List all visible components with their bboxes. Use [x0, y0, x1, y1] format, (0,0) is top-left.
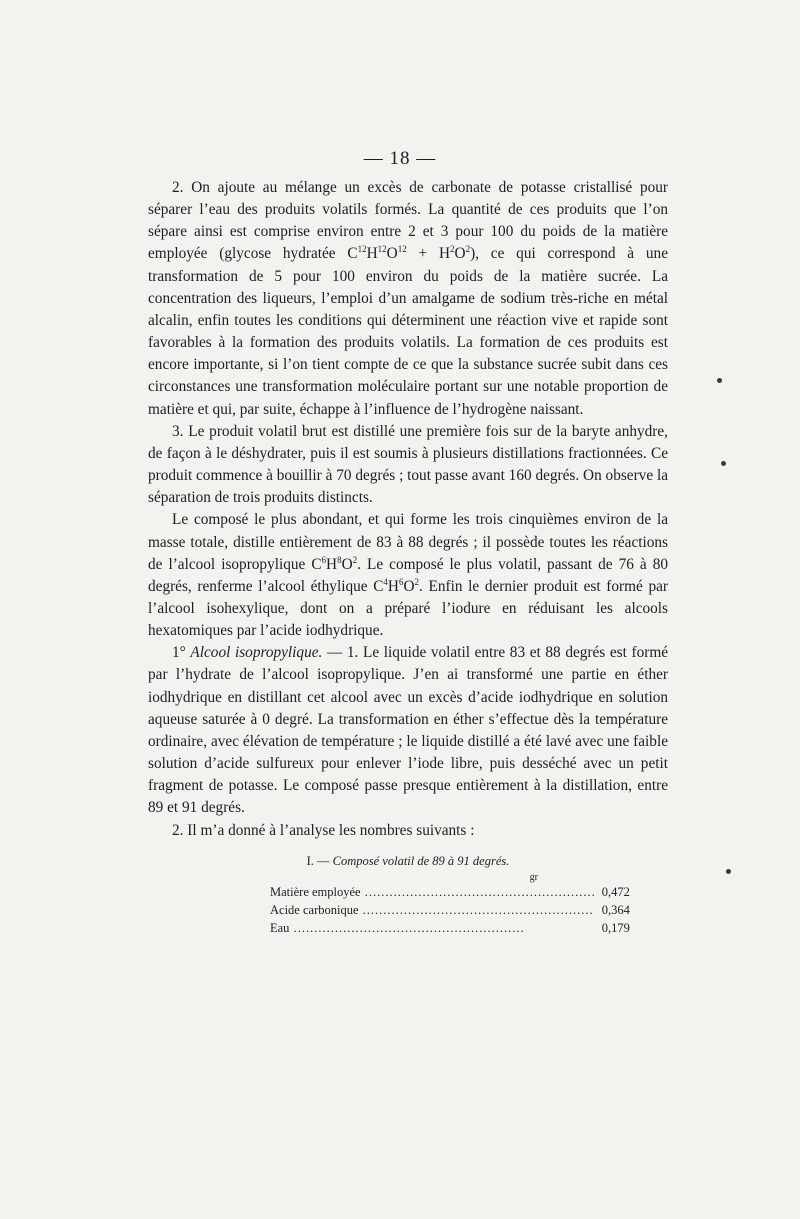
row-value: 0,364 — [601, 902, 630, 917]
table-row — [270, 919, 650, 937]
body-text — [148, 177, 668, 937]
paragraph-3: Le composé le plus abondant, et qui forme les trois cinquièmes environ de la masse totale, distille entièrement de 83 à 88 degrés ; il possède toutes les réactions de l’alcool isopropylique $C^6H^8O^2$. Le composé le plus volatil, passant de 76 à 80 degrés, renferme l’alcool éthylique $C^4H^6O^2$. Enfin le dernier produit est formé par l’alcool isohexylique, dont on a préparé l’iodure en réduisant les alcools hexatomiques par l’acide iodhydrique. — [148, 511, 668, 640]
row-label: Eau ..... — [270, 919, 596, 937]
paragraph-4: 1° Alcool isopropylique. — 1. Le liquide volatil entre 83 et 88 degrés est formé par l’hydrate de l’alcool isopropylique. J’en ai transformé une partie en éther iodhydrique en distillant cet alcool avec un excès d’acide iodhydrique en solution aqueuse saturée à 0 degré. La transformation en éther s’effectue dès la température ordinaire, avec élévation de température ; le liquide distillé a été lavé avec une faible solution d’acide sulfureux pour enlever l’iode libre, puis desséché avec un petit fragment de potasse. Le composé passe presque entièrement à la distillation, entre 89 et 91 degrés. — [148, 644, 669, 817]
table-row — [270, 901, 650, 919]
row-label: Acide carbonique ..... — [270, 901, 596, 919]
paragraph-1: 2. On ajoute au mélange un excès de carbonate de potasse cristallisé pour séparer l’eau des produits volatils formés. La quantité de ces produits que l’on sépare ainsi est comprise environ entre 2 et 3 pour 100 du poids de la matière employée (glycose hydratée $C^{12}H^{12}O^{12} + H^2O^2$), ce qui correspond à une transformation de 5 pour 100 environ du poids de la matière sucrée. La concentration des liqueurs, l’emploi d’un amalgame de sodium très-riche en métal alcalin, enfin toutes les conditions qui déterminent une réaction vive et rapide sont favorables à la formation des produits volatils. La formation de ces produits est encore importante, si l’on tient compte de ce que la substance sucrée subit dans ces circonstances une transformation moléculaire portant sur une notable proportion de matière et qui, par suite, échappe à l’influence de l’hydrogène naissant. — [148, 179, 668, 418]
table-row — [270, 883, 650, 901]
analysis-table — [270, 883, 650, 937]
paragraph-5: 2. Il m’a donné à l’analyse les nombres suivants : — [172, 821, 475, 839]
row-value: 0,179 — [601, 920, 630, 935]
ink-speck — [726, 869, 731, 874]
row-label: Matière employée ..... — [270, 883, 596, 901]
row-value: 0,472 — [601, 884, 630, 899]
unit-label: gr — [529, 871, 538, 883]
paragraph-2: 3. Le produit volatil brut est distillé une première fois sur de la baryte anhydre, de façon à le déshydrater, puis il est soumis à plusieurs distillations fractionnées. Ce produit commence à bouillir à 70 degrés ; tout passe avant 160 degrés. On observe la séparation de trois produits distincts. — [148, 422, 668, 507]
ink-speck — [717, 378, 722, 383]
page-number: — 18 — — [363, 148, 437, 169]
section-title: Alcool isopropylique. — [190, 644, 323, 662]
ink-speck — [721, 461, 726, 466]
table-caption: I. — Composé volatil de 89 à 91 degrés. — [306, 853, 510, 868]
